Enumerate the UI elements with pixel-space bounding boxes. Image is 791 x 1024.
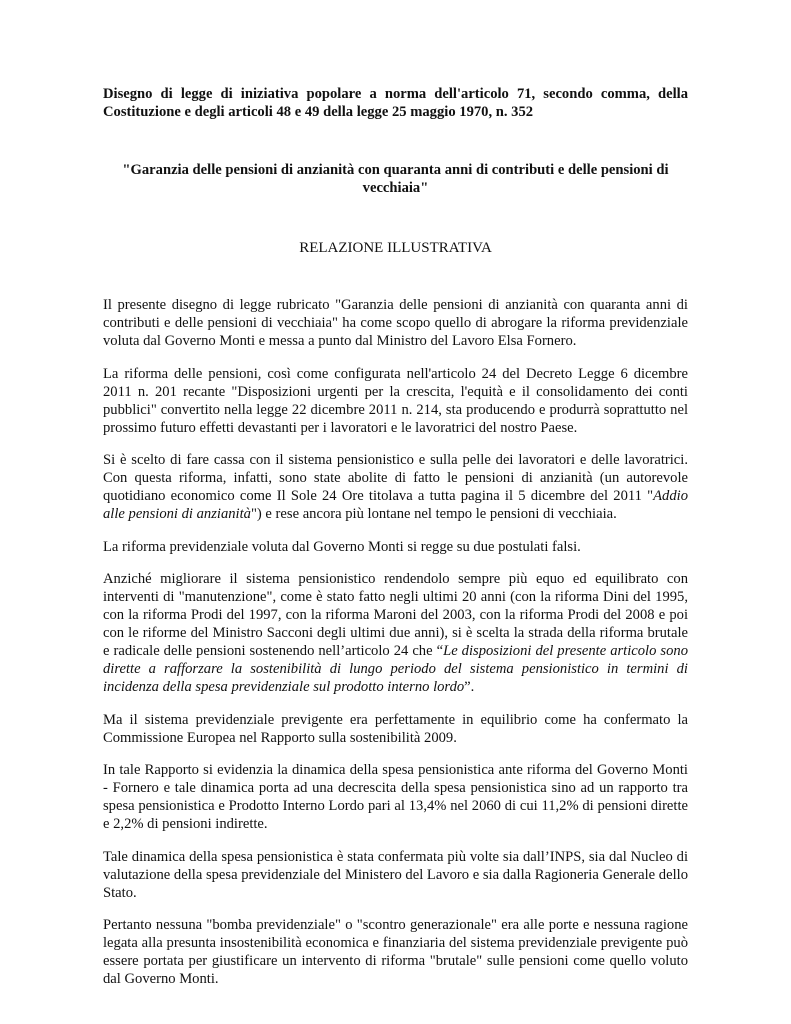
document-page bbox=[103, 85, 688, 1003]
paragraph-5-text-a: Anziché migliorare il sistema pensionistico rendendolo sempre più equo ed equilibrato con interventi di "manutenzione", come è stato fatto negli ultimi 20 anni (con la riforma Dini del 1995, con la riforma Prodi del 1997, con la riforma Maroni del 2003, con la riforma Prodi del 2008 e poi con le riforme del Ministro Sacconi degli ultimi due anni), si è scelta la strada della riforma brutale e radicale delle pensioni sostenendo nell’articolo 24 che “ bbox=[103, 571, 688, 659]
paragraph-4: La riforma previdenziale voluta dal Governo Monti si regge su due postulati falsi. bbox=[103, 538, 581, 555]
document-header: Disegno di legge di iniziativa popolare a norma dell'articolo 71, secondo comma, della Costituzione e degli articoli 48 e 49 della legge 25 maggio 1970, n. 352 bbox=[103, 86, 688, 120]
paragraph-9: Pertanto nessuna "bomba previdenziale" o "scontro generazionale" era alle porte e nessuna ragione legata alla presunta insostenibilità economica e finanziaria del sistema previdenziale previgente può essere portata per giustificare un intervento di riforma "brutale" sulle pensioni come quello voluto dal Governo Monti. bbox=[103, 917, 688, 987]
paragraph-7: In tale Rapporto si evidenzia la dinamica della spesa pensionistica ante riforma del Governo Monti - Fornero e tale dinamica porta ad una decrescita della spesa pensionistica sino ad un rapporto tra spesa pensionistica e Prodotto Interno Lordo pari al 13,4% nel 2060 di cui 11,2% di pensioni dirette e 2,2% di pensioni indirette. bbox=[103, 762, 688, 832]
paragraph-3-text-a: Si è scelto di fare cassa con il sistema pensionistico e sulla pelle dei lavoratori e delle lavoratrici. Con questa riforma, infatti, sono state abolite di fatto le pensioni di anzianità (un autorevole quotidiano economico come Il Sole 24 Ore titolava a tutta pagina il 5 dicembre del 2011 " bbox=[103, 452, 688, 504]
paragraph-5 bbox=[103, 570, 688, 696]
paragraph-1: Il presente disegno di legge rubricato "Garanzia delle pensioni di anzianità con quaranta anni di contributi e delle pensioni di vecchiaia" ha come scopo quello di abrogare la riforma previdenziale voluta dal Governo Monti e messa a punto dal Ministro del Lavoro Elsa Fornero. bbox=[103, 297, 688, 349]
paragraph-8: Tale dinamica della spesa pensionistica è stata confermata più volte sia dall’INPS, sia dal Nucleo di valutazione della spesa previdenziale del Ministero del Lavoro e sia dalla Ragioneria Generale dello Stato. bbox=[103, 848, 688, 901]
paragraph-3 bbox=[103, 451, 688, 523]
document-title: "Garanzia delle pensioni di anzianità con quaranta anni di contributi e delle pensioni di vecchiaia" bbox=[122, 162, 669, 196]
paragraph-2: La riforma delle pensioni, così come configurata nell'articolo 24 del Decreto Legge 6 dicembre 2011 n. 201 recante "Disposizioni urgenti per la crescita, l'equità e il consolidamento dei conti pubblici" convertito nella legge 22 dicembre 2011 n. 214, sta producendo e produrrà soprattutto nel prossimo futuro effetti devastanti per i lavoratori e le lavoratrici del nostro Paese. bbox=[103, 365, 688, 436]
paragraph-5-text-b: ”. bbox=[464, 679, 475, 695]
paragraph-6: Ma il sistema previdenziale previgente era perfettamente in equilibrio come ha confermato la Commissione Europea nel Rapporto sulla sostenibilità 2009. bbox=[103, 711, 688, 746]
paragraph-5-italic-quote: Le disposizioni del presente articolo sono dirette a rafforzare la sostenibilità di lungo periodo del sistema pensionistico in termini di incidenza della spesa previdenziale sul prodotto interno lordo bbox=[103, 643, 688, 695]
section-heading: RELAZIONE ILLUSTRATIVA bbox=[299, 240, 492, 256]
paragraph-3-text-b: ") e rese ancora più lontane nel tempo le pensioni di vecchiaia. bbox=[250, 506, 617, 522]
paragraph-3-italic-quote: Addio alle pensioni di anzianità bbox=[103, 488, 688, 522]
document-body bbox=[103, 296, 688, 988]
